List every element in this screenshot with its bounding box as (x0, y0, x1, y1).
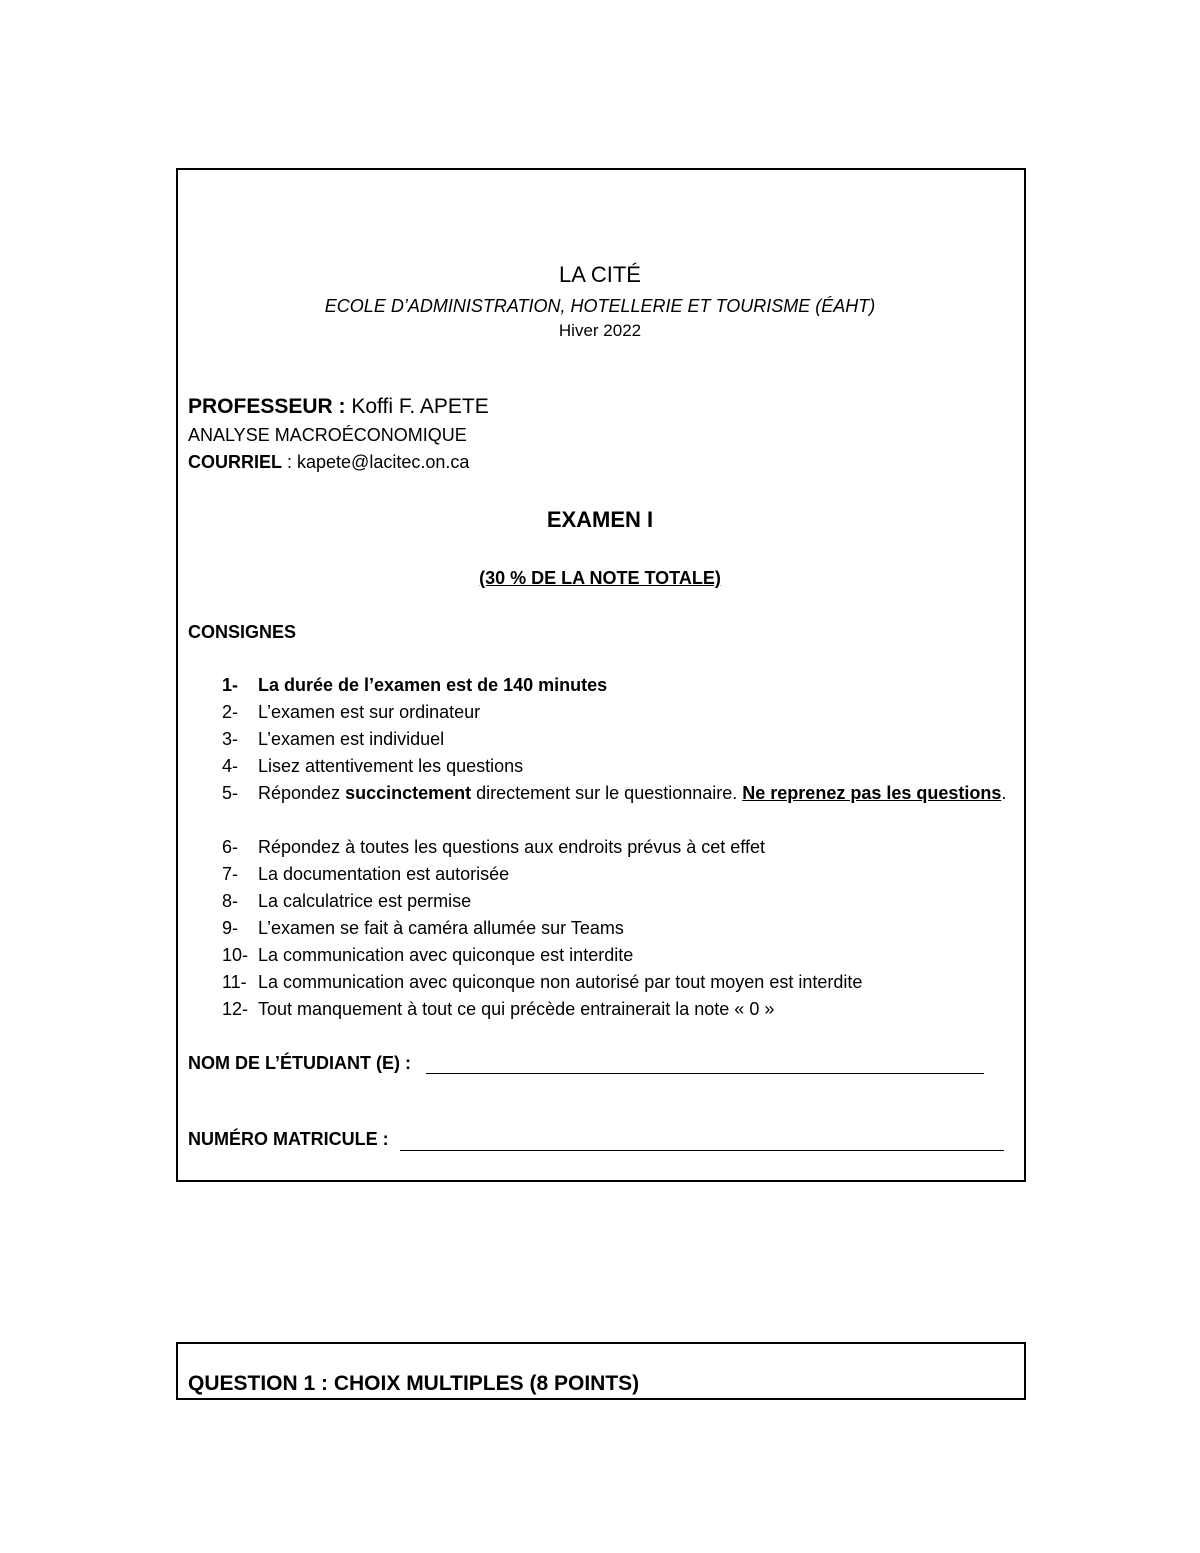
instruction-text: La documentation est autorisée (258, 864, 510, 884)
instruction-text: La calculatrice est permise (258, 891, 472, 911)
instruction-text: L’examen est individuel (258, 729, 445, 749)
instruction-text: Lisez attentivement les questions (258, 756, 524, 776)
instruction-text (258, 780, 1014, 807)
instruction-text: L’examen se fait à caméra allumée sur Teams (258, 918, 624, 938)
instruction-item (222, 753, 1014, 780)
instruction-text: La communication avec quiconque est interdite (258, 945, 634, 965)
instruction-number: 11- (222, 972, 247, 992)
course-name: ANALYSE MACROÉCONOMIQUE (188, 425, 467, 445)
professor-line (188, 395, 489, 419)
instruction-text: L’examen est sur ordinateur (258, 702, 481, 722)
instruction-text: Tout manquement à tout ce qui précède entrainerait la note « 0 » (258, 999, 775, 1019)
instruction-emphasis: succinctement (345, 783, 472, 803)
professor-name: Koffi F. APETE (345, 395, 489, 418)
instruction-item (222, 969, 1014, 996)
faculty-name: ECOLE D’ADMINISTRATION, HOTELLERIE ET TOURISME (ÉAHT) (324, 296, 876, 316)
instruction-text: La durée de l’examen est de 140 minutes (258, 675, 608, 695)
exam-weight: (30 % DE LA NOTE TOTALE) (479, 568, 721, 588)
instruction-item (222, 780, 1014, 807)
instruction-number: 6- (222, 837, 239, 857)
instruction-warning: Ne reprenez pas les questions (742, 783, 1002, 803)
school-name: LA CITÉ (559, 262, 641, 287)
instruction-item (222, 726, 1014, 753)
instruction-text: Répondez à toutes les questions aux endroits prévus à cet effet (258, 837, 765, 857)
question-1-title: QUESTION 1 : CHOIX MULTIPLES (8 POINTS) (188, 1372, 640, 1395)
student-name-field[interactable] (426, 1073, 984, 1074)
instruction-item (222, 699, 1014, 726)
instruction-item (222, 942, 1014, 969)
instruction-number: 10- (222, 945, 249, 965)
instruction-text: La communication avec quiconque non autorisé par tout moyen est interdite (258, 972, 863, 992)
instruction-number: 12- (222, 999, 249, 1019)
instruction-number: 9- (222, 918, 239, 938)
matricule-label: NUMÉRO MATRICULE : (188, 1129, 389, 1149)
matricule-field[interactable] (400, 1150, 1004, 1151)
exam-title: EXAMEN I (546, 507, 654, 532)
professor-label: PROFESSEUR : (188, 395, 346, 418)
email-label: COURRIEL (188, 452, 282, 472)
instruction-number: 2- (222, 702, 239, 722)
student-name-label: NOM DE L’ÉTUDIANT (E) : (188, 1053, 411, 1073)
instruction-number: 4- (222, 756, 239, 776)
email-line (188, 452, 469, 473)
instruction-item (222, 915, 1014, 942)
email-value: : kapete@lacitec.on.ca (282, 452, 470, 472)
instruction-item (222, 861, 1014, 888)
instruction-item (222, 834, 1014, 861)
instruction-number: 7- (222, 864, 239, 884)
instruction-text-part: . (1001, 783, 1007, 803)
instruction-item (222, 996, 1014, 1023)
instruction-number: 8- (222, 891, 239, 911)
instruction-item (222, 672, 1014, 699)
instruction-text-part: directement sur le questionnaire. (471, 783, 743, 803)
instruction-number: 5- (222, 783, 239, 803)
instructions-heading: CONSIGNES (188, 622, 297, 642)
instruction-item (222, 888, 1014, 915)
term: Hiver 2022 (558, 321, 642, 340)
instruction-number: 1- (222, 675, 239, 695)
instruction-number: 3- (222, 729, 239, 749)
instruction-text-part: Répondez (258, 783, 346, 803)
